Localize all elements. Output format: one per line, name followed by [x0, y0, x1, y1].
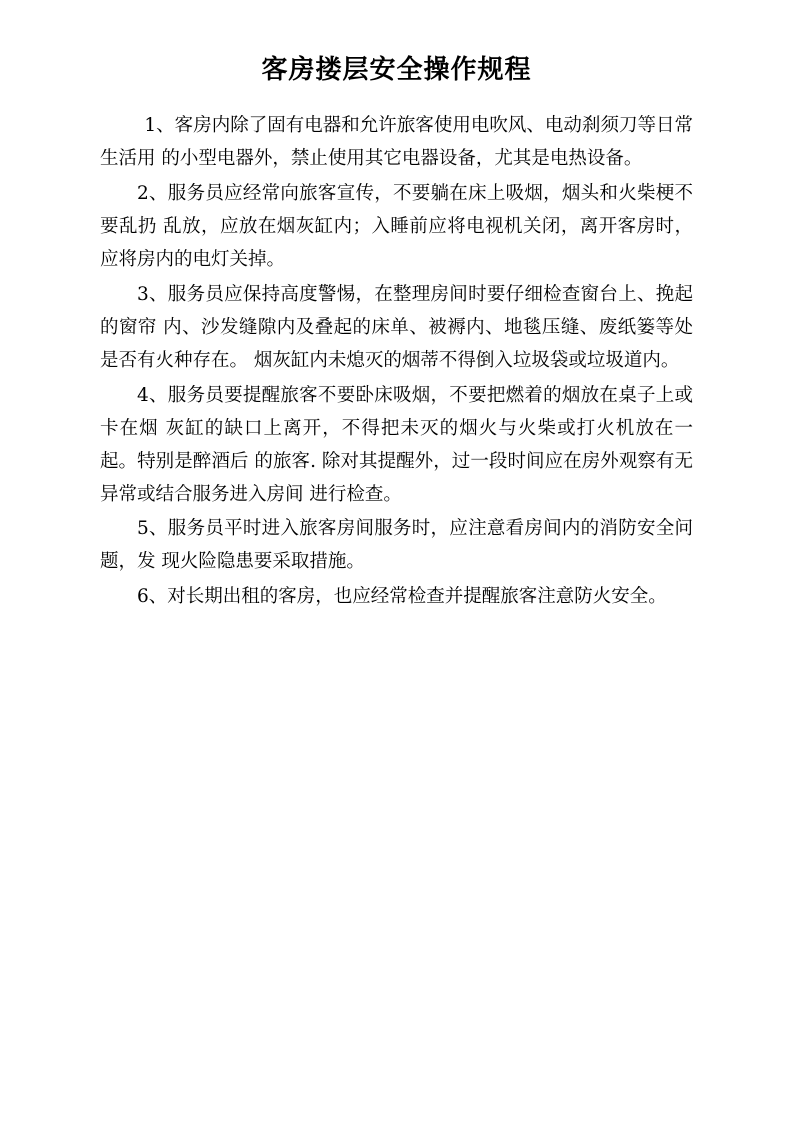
paragraph-3: 3、服务员应保持高度警惕，在整理房间时要仔细检查窗台上、挽起的窗帘 内、沙发缝隙内及叠起的床单、被褥内、地毯压缝、废纸篓等处是否有火种存在。 烟灰缸内未熄灭的烟蒂不得倒入垃圾袋或垃圾道内。	[100, 284, 693, 371]
paragraph-2: 2、服务员应经常向旅客宣传，不要躺在床上吸烟，烟头和火柴梗不要乱扔 乱放，应放在烟灰缸内；入睡前应将电视机关闭，离开客房时，应将房内的电灯关掉。	[100, 183, 693, 271]
document-body	[100, 52, 693, 616]
paragraph-1: 1、客房内除了固有电器和允许旅客使用电吹风、电动刹须刀等日常生活用 的小型电器外，禁止使用其它电器设备，尤其是电热设备。	[100, 115, 693, 170]
page-title: 客房搂层安全操作规程	[261, 55, 532, 85]
paragraph-5: 5、服务员平时进入旅客房间服务时，应注意看房间内的消防安全问题，发 现火险隐患要采取措施。	[100, 518, 693, 573]
paragraph-6: 6、对长期出租的客房，也应经常检查并提醒旅客注意防火安全。	[137, 586, 667, 608]
paragraph-4: 4、服务员要提醒旅客不要卧床吸烟，不要把燃着的烟放在桌子上或卡在烟 灰缸的缺口上离开，不得把未灭的烟火与火柴或打火机放在一起。特别是醉酒后 的旅客. 除对其提醒外，过一段时间应在房外观察有无异常或结合服务进入房间 进行检查。	[100, 384, 693, 505]
